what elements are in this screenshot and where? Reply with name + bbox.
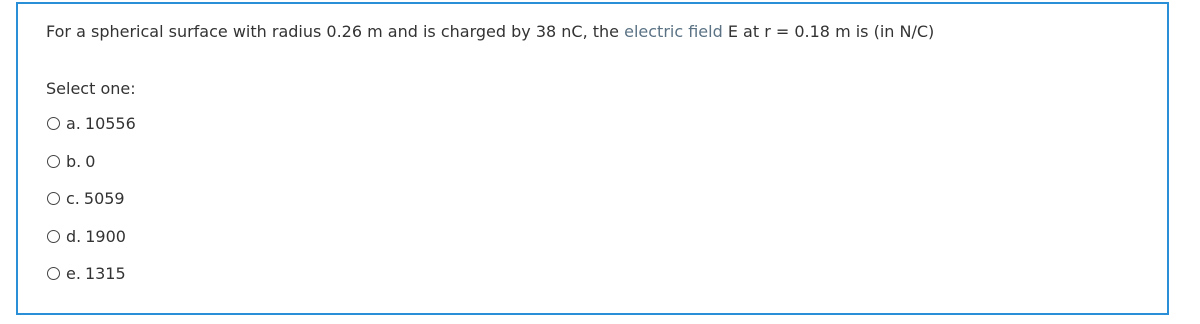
- option-c-value: 5059: [83, 189, 125, 209]
- question-box: [16, 2, 1169, 315]
- option-b-value: 0: [85, 151, 96, 171]
- option-e[interactable]: [46, 255, 136, 293]
- option-e-letter: e.: [66, 264, 81, 284]
- electric-field-link[interactable]: electric field: [624, 22, 723, 41]
- option-a[interactable]: [46, 105, 136, 143]
- option-a-value: 10556: [84, 114, 136, 134]
- option-b-letter: b.: [66, 151, 82, 171]
- option-d-value: 1900: [85, 226, 126, 246]
- radio-c[interactable]: [47, 192, 60, 205]
- radio-d[interactable]: [47, 230, 60, 243]
- option-d-letter: d.: [66, 226, 82, 246]
- question-text-after: E at r = 0.18 m is (in N/C): [722, 22, 935, 41]
- option-b[interactable]: [46, 143, 136, 181]
- option-a-letter: a.: [66, 114, 81, 134]
- select-one-prompt: Select one:: [46, 79, 136, 98]
- answer-options: [46, 105, 136, 293]
- option-e-value: 1315: [84, 264, 126, 284]
- option-c[interactable]: [46, 180, 136, 218]
- question-text: [46, 21, 934, 43]
- question-text-before: For a spherical surface with radius 0.26 m and is charged by 38 nC, the: [46, 22, 625, 41]
- radio-e[interactable]: [47, 267, 60, 280]
- radio-b[interactable]: [47, 155, 60, 168]
- option-d[interactable]: [46, 218, 136, 256]
- radio-a[interactable]: [47, 117, 60, 130]
- option-c-letter: c.: [66, 189, 80, 209]
